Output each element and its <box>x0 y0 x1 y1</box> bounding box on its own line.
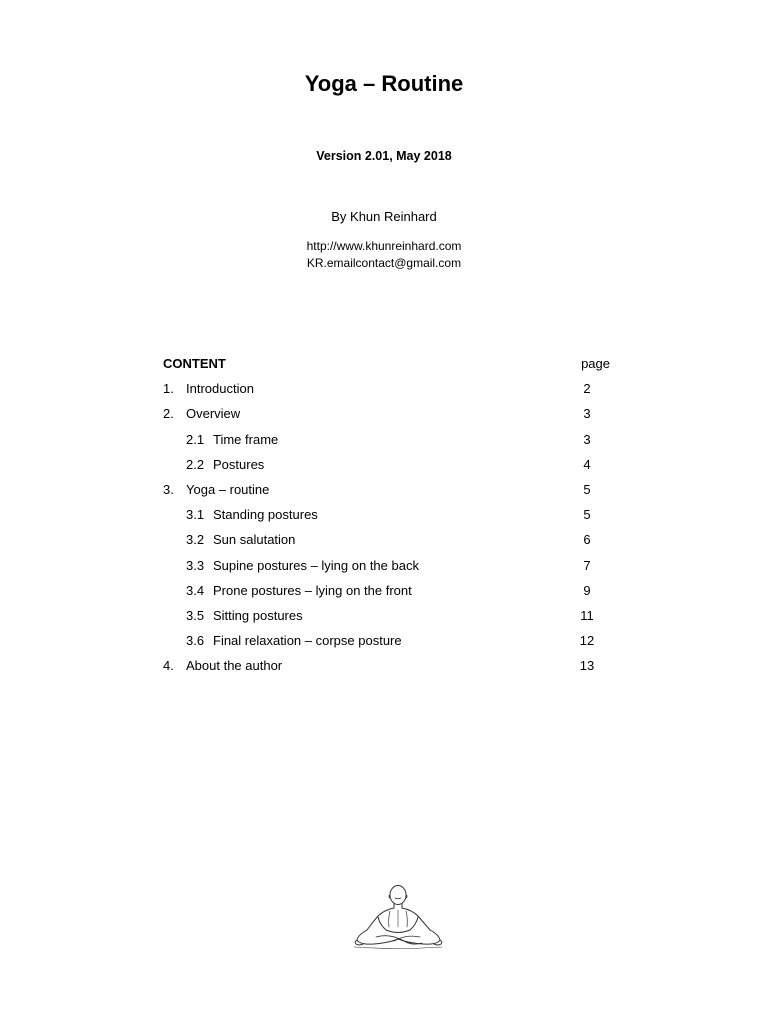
toc-entry-number: 3.6 <box>186 633 205 649</box>
toc-entry-number: 3.2 <box>186 532 205 548</box>
toc-entry-page: 6 <box>583 532 591 548</box>
toc-entry-number: 3.5 <box>186 607 205 623</box>
toc-entry-number: 3.4 <box>186 582 205 598</box>
toc-subentry[interactable] <box>163 556 618 581</box>
toc-entry-page: 11 <box>580 607 594 623</box>
contact-block <box>0 238 768 272</box>
toc-entry-title: Sun salutation <box>213 532 296 548</box>
toc-entry-title: Introduction <box>186 381 254 397</box>
toc-entry-title: Supine postures – lying on the back <box>213 557 419 573</box>
toc-entry[interactable] <box>163 404 618 429</box>
toc-entry-number: 3.1 <box>186 507 205 523</box>
toc-subentry[interactable] <box>163 505 618 530</box>
website-link[interactable]: http://www.khunreinhard.com <box>306 239 462 253</box>
toc-entry-number: 2. <box>163 406 174 422</box>
toc-subentry[interactable] <box>163 606 618 631</box>
toc-entry[interactable] <box>163 379 618 404</box>
toc-entry-page: 4 <box>583 456 591 472</box>
toc-entry-number: 3. <box>163 481 174 497</box>
toc-subentry[interactable] <box>163 530 618 555</box>
email-link[interactable]: KR.emailcontact@gmail.com <box>306 256 462 270</box>
toc-header <box>163 354 618 379</box>
toc-entry-title: About the author <box>186 658 283 674</box>
toc-entry-title: Overview <box>186 406 241 422</box>
toc-entry-page: 9 <box>583 582 591 598</box>
toc-entry[interactable] <box>163 656 618 681</box>
toc-entry-number: 2.1 <box>186 431 205 447</box>
toc-entry[interactable] <box>163 480 618 505</box>
toc-entry-page: 2 <box>583 381 591 397</box>
document-title: Yoga – Routine <box>304 71 464 96</box>
meditating-figure-icon <box>350 883 444 951</box>
author-line: By Khun Reinhard <box>331 209 437 224</box>
toc-entry-page: 5 <box>583 507 591 523</box>
toc-entry-number: 3.3 <box>186 557 205 573</box>
toc-entry-title: Prone postures – lying on the front <box>213 582 412 598</box>
toc-entry-page: 13 <box>579 658 595 674</box>
toc-entry-page: 7 <box>583 557 591 573</box>
toc-entry-number: 2.2 <box>186 456 205 472</box>
toc-subentry[interactable] <box>163 430 618 455</box>
toc-entry-title: Postures <box>213 456 265 472</box>
toc-entry-number: 1. <box>163 381 174 397</box>
toc-heading: CONTENT <box>163 356 226 371</box>
toc-entry-page: 5 <box>583 481 591 497</box>
toc-entry-title: Yoga – routine <box>186 481 270 497</box>
toc-subentry[interactable] <box>163 631 618 656</box>
toc-entry-title: Final relaxation – corpse posture <box>213 633 402 649</box>
toc-subentry[interactable] <box>163 455 618 480</box>
toc-entry-page: 3 <box>583 406 591 422</box>
toc-entry-title: Time frame <box>213 431 279 447</box>
toc-entry-title: Standing postures <box>213 507 318 523</box>
toc-subentry[interactable] <box>163 581 618 606</box>
toc-page-heading: page <box>581 356 610 371</box>
toc-entry-page: 3 <box>583 431 591 447</box>
version-line: Version 2.01, May 2018 <box>316 149 452 163</box>
toc-entry-number: 4. <box>163 658 174 674</box>
table-of-contents <box>163 354 618 681</box>
toc-entry-title: Sitting postures <box>213 607 303 623</box>
toc-entry-page: 12 <box>579 633 595 649</box>
